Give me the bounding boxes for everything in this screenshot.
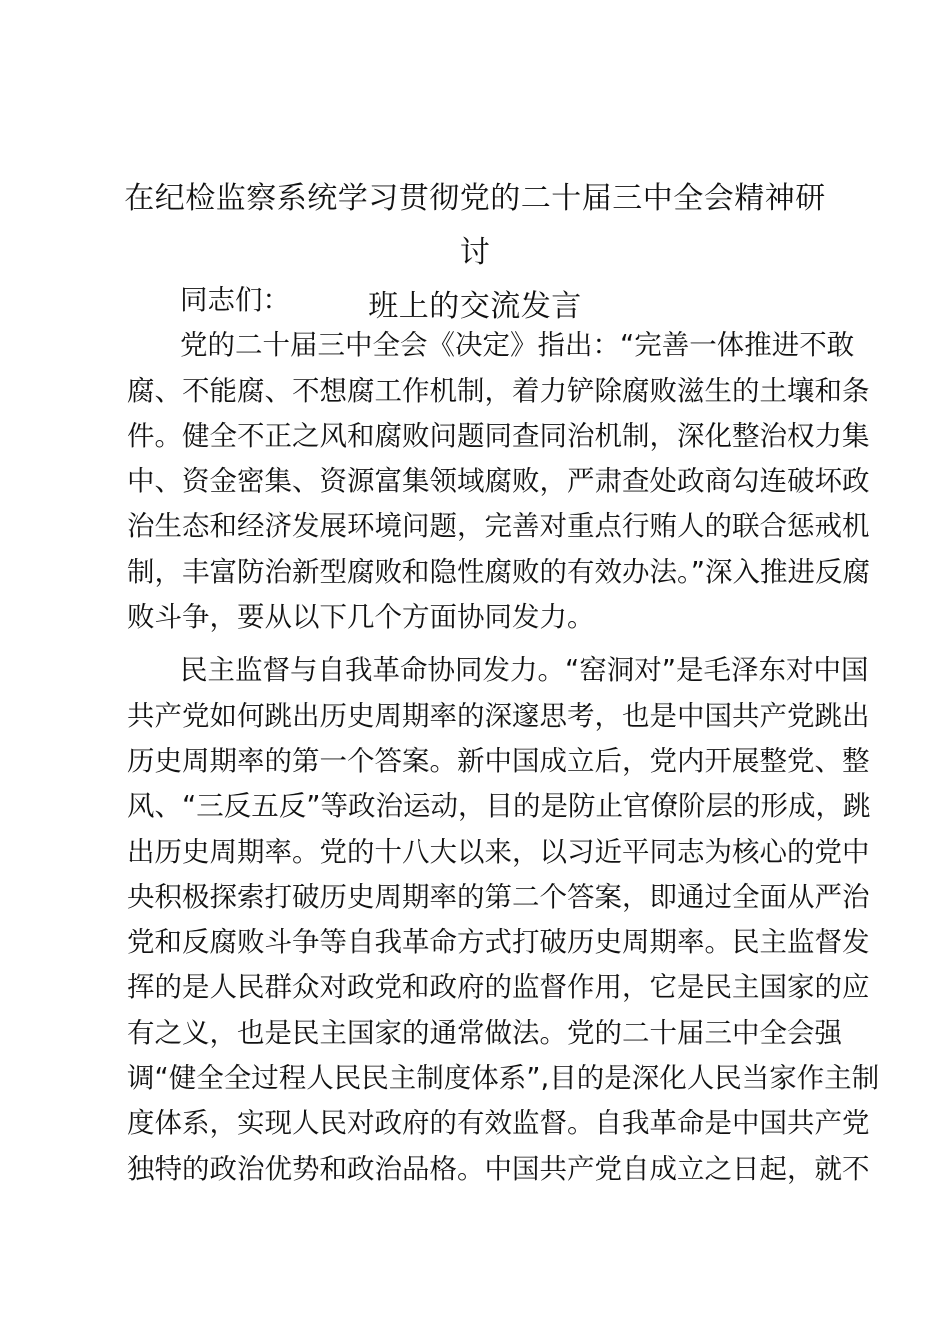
paragraph-line: 腐、不能腐、不想腐工作机制，着力铲除腐败滋生的土壤和条 [127,374,870,407]
paragraph-line: 风、“三反五反”等政治运动，目的是防止官僚阶层的形成，跳 [127,790,871,823]
paragraph-line: 央积极探索打破历史周期率的第二个答案，即通过全面从严治 [127,880,870,913]
paragraph-line: 度体系，实现人民对政府的有效监督。自我革命是中国共产党 [127,1107,870,1140]
salutation: 同志们： [180,284,290,316]
paragraph-line: 有之义，也是民主国家的通常做法。党的二十届三中全会强 [127,1016,842,1049]
paragraph-line: 独特的政治优势和政治品格。中国共产党自成立之日起，就不 [127,1152,870,1185]
paragraph-line: 共产党如何跳出历史周期率的深邃思考，也是中国共产党跳出 [127,699,870,732]
paragraph-line: 件。健全不正之风和腐败问题同查同治机制，深化整治权力集 [127,419,870,452]
paragraph-line: 中、资金密集、资源富集领域腐败，严肃查处政商勾连破坏政 [127,465,870,498]
paragraph-line: 制，丰富防治新型腐败和隐性腐败的有效办法。”深入推进反腐 [127,555,870,588]
paragraph-line: 历史周期率的第一个答案。新中国成立后，党内开展整党、整 [127,744,870,777]
paragraph-line: 党和反腐败斗争等自我革命方式打破历史周期率。民主监督发 [127,926,870,959]
document-body [127,278,880,1192]
paragraph-1 [127,323,870,640]
paragraph-line: 挥的是人民群众对政党和政府的监督作用，它是民主国家的应 [127,971,870,1004]
paragraph-line: 治生态和经济发展环境问题，完善对重点行贿人的联合惩戒机 [127,510,870,543]
paragraph-2 [127,648,880,1192]
paragraph-line: 调“健全全过程人民民主制度体系”,目的是深化人民当家作主制 [127,1062,880,1095]
paragraph-line: 民主监督与自我革命协同发力。“窑洞对”是毛泽东对中国 [180,654,869,687]
title-line: 在纪检监察系统学习贯彻党的二十届三中全会精神研讨 [124,181,826,270]
title-line: 班上的交流发言 [368,289,582,324]
paragraph-line: 败斗争，要从以下几个方面协同发力。 [127,601,595,634]
paragraph-line: 出历史周期率。党的十八大以来，以习近平同志为核心的党中 [127,835,870,868]
paragraph-line: 党的二十届三中全会《决定》指出：“完善一体推进不敢 [180,329,855,362]
paragraph-gap [127,640,827,648]
